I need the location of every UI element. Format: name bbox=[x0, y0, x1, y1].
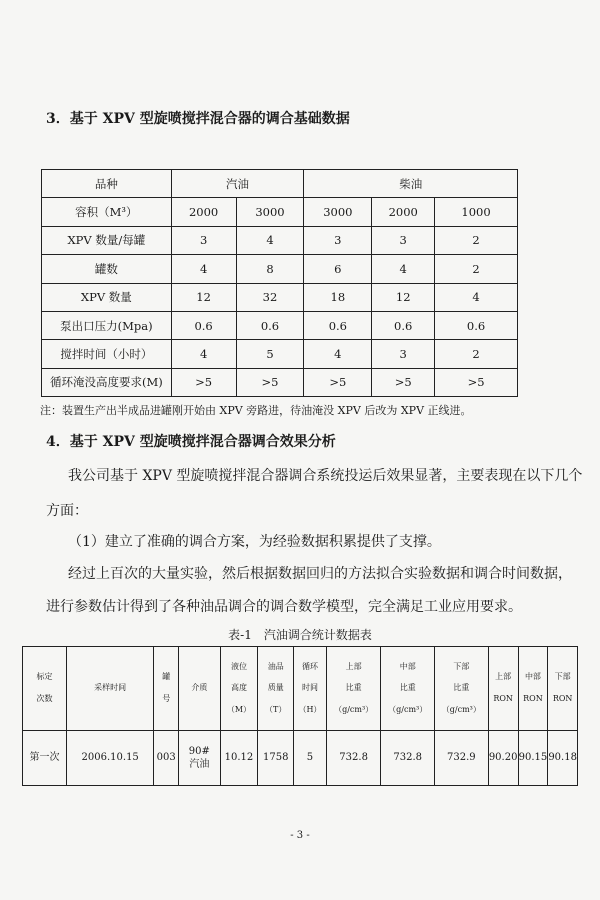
row-label: XPV 数量/每罐 bbox=[42, 226, 172, 254]
cell: 3000 bbox=[304, 198, 372, 226]
row-label: 搅拌时间（小时） bbox=[42, 340, 172, 368]
cell: >5 bbox=[304, 368, 372, 396]
paragraph-1-line-2: 方面： bbox=[46, 503, 88, 519]
paragraph-1-line-1: 我公司基于 XPV 型旋喷搅拌混合器调合系统投运后效果显著，主要表现在以下几个 bbox=[68, 468, 583, 484]
header-upper-density: 上部 比重 （g/cm³） bbox=[326, 647, 381, 731]
basic-data-table bbox=[41, 169, 518, 397]
cell: 12 bbox=[372, 283, 435, 311]
paragraph-2-line-1: 经过上百次的大量实验，然后根据数据回归的方法拟合实验数据和调合时间数据， bbox=[68, 566, 572, 582]
section-3-heading: 3．基于 XPV 型旋喷搅拌混合器的调合基础数据 bbox=[46, 111, 350, 127]
header-mass: 油品 质量 （T） bbox=[258, 647, 294, 731]
cell-sample-time: 2006.10.15 bbox=[67, 731, 154, 786]
cell: 4 bbox=[236, 226, 304, 254]
list-item-1: （1）建立了准确的调合方案，为经验数据积累提供了支撑。 bbox=[68, 534, 441, 550]
page-number: - 3 - bbox=[290, 830, 310, 841]
cell-lower-ron: 90.18 bbox=[548, 731, 578, 786]
cell: 2000 bbox=[372, 198, 435, 226]
header-upper-ron: 上部 RON bbox=[488, 647, 518, 731]
table1-header-diesel: 柴油 bbox=[304, 170, 518, 198]
table1-header-row bbox=[42, 170, 518, 198]
cell: 18 bbox=[304, 283, 372, 311]
table1-row bbox=[42, 198, 518, 226]
cell-mass: 1758 bbox=[258, 731, 294, 786]
row-label: 循环淹没高度要求(M) bbox=[42, 368, 172, 396]
cell-cycle: 5 bbox=[294, 731, 327, 786]
row-label: 容积（M³） bbox=[42, 198, 172, 226]
table1-row bbox=[42, 283, 518, 311]
row-label: 罐数 bbox=[42, 255, 172, 283]
cell-middle-density: 732.8 bbox=[381, 731, 435, 786]
table-caption: 表-1 汽油调合统计数据表 bbox=[228, 628, 372, 642]
cell: 3 bbox=[372, 226, 435, 254]
cell: 4 bbox=[304, 340, 372, 368]
cell-level: 10.12 bbox=[220, 731, 258, 786]
cell: 2 bbox=[435, 226, 518, 254]
cell: >5 bbox=[236, 368, 304, 396]
cell: >5 bbox=[171, 368, 236, 396]
table1-header-gasoline: 汽油 bbox=[171, 170, 304, 198]
cell: 0.6 bbox=[435, 311, 518, 339]
cell: 4 bbox=[372, 255, 435, 283]
table1-row bbox=[42, 311, 518, 339]
cell: 32 bbox=[236, 283, 304, 311]
header-level: 液位 高度 （M） bbox=[220, 647, 258, 731]
cell: >5 bbox=[372, 368, 435, 396]
cell: 3 bbox=[304, 226, 372, 254]
section-4-heading: 4．基于 XPV 型旋喷搅拌混合器调合效果分析 bbox=[46, 434, 336, 450]
cell: 2000 bbox=[171, 198, 236, 226]
cell-medium: 90# 汽油 bbox=[179, 731, 220, 786]
header-middle-density: 中部 比重 （g/cm³） bbox=[381, 647, 435, 731]
header-times: 标定 次数 bbox=[23, 647, 67, 731]
cell: 8 bbox=[236, 255, 304, 283]
cell: 0.6 bbox=[304, 311, 372, 339]
header-tank: 罐 号 bbox=[154, 647, 179, 731]
cell: 1000 bbox=[435, 198, 518, 226]
header-medium: 介质 bbox=[179, 647, 220, 731]
cell: 3 bbox=[171, 226, 236, 254]
cell: 6 bbox=[304, 255, 372, 283]
cell: 0.6 bbox=[372, 311, 435, 339]
cell: 2 bbox=[435, 340, 518, 368]
table-note: 注：装置生产出半成品进罐刚开始由 XPV 旁路进，待油淹没 XPV 后改为 XPV 正线进。 bbox=[40, 404, 472, 417]
gasoline-blending-table bbox=[22, 646, 578, 786]
cell-upper-density: 732.8 bbox=[326, 731, 381, 786]
cell: 3000 bbox=[236, 198, 304, 226]
cell: 0.6 bbox=[236, 311, 304, 339]
header-cycle: 循环 时间 （H） bbox=[294, 647, 327, 731]
table1-row bbox=[42, 226, 518, 254]
cell-middle-ron: 90.15 bbox=[518, 731, 548, 786]
cell-times: 第一次 bbox=[23, 731, 67, 786]
header-lower-ron: 下部 RON bbox=[548, 647, 578, 731]
cell-tank: 003 bbox=[154, 731, 179, 786]
cell: 4 bbox=[435, 283, 518, 311]
cell: 12 bbox=[171, 283, 236, 311]
header-middle-ron: 中部 RON bbox=[518, 647, 548, 731]
cell-upper-ron: 90.20 bbox=[488, 731, 518, 786]
cell: >5 bbox=[435, 368, 518, 396]
cell: 4 bbox=[171, 340, 236, 368]
cell: 0.6 bbox=[171, 311, 236, 339]
header-lower-density: 下部 比重 （g/cm³） bbox=[435, 647, 489, 731]
cell: 5 bbox=[236, 340, 304, 368]
header-sample-time: 采样时间 bbox=[67, 647, 154, 731]
table2-data-row bbox=[23, 731, 578, 786]
table1-row bbox=[42, 255, 518, 283]
table1-row bbox=[42, 368, 518, 396]
cell: 3 bbox=[372, 340, 435, 368]
paragraph-2-line-2: 进行参数估计得到了各种油品调合的调合数学模型，完全满足工业应用要求。 bbox=[46, 599, 522, 615]
row-label: 泵出口压力(Mpa) bbox=[42, 311, 172, 339]
table1-row bbox=[42, 340, 518, 368]
cell-lower-density: 732.9 bbox=[435, 731, 489, 786]
table2-header-row bbox=[23, 647, 578, 731]
table1-header-label: 品种 bbox=[42, 170, 172, 198]
row-label: XPV 数量 bbox=[42, 283, 172, 311]
cell: 4 bbox=[171, 255, 236, 283]
cell: 2 bbox=[435, 255, 518, 283]
